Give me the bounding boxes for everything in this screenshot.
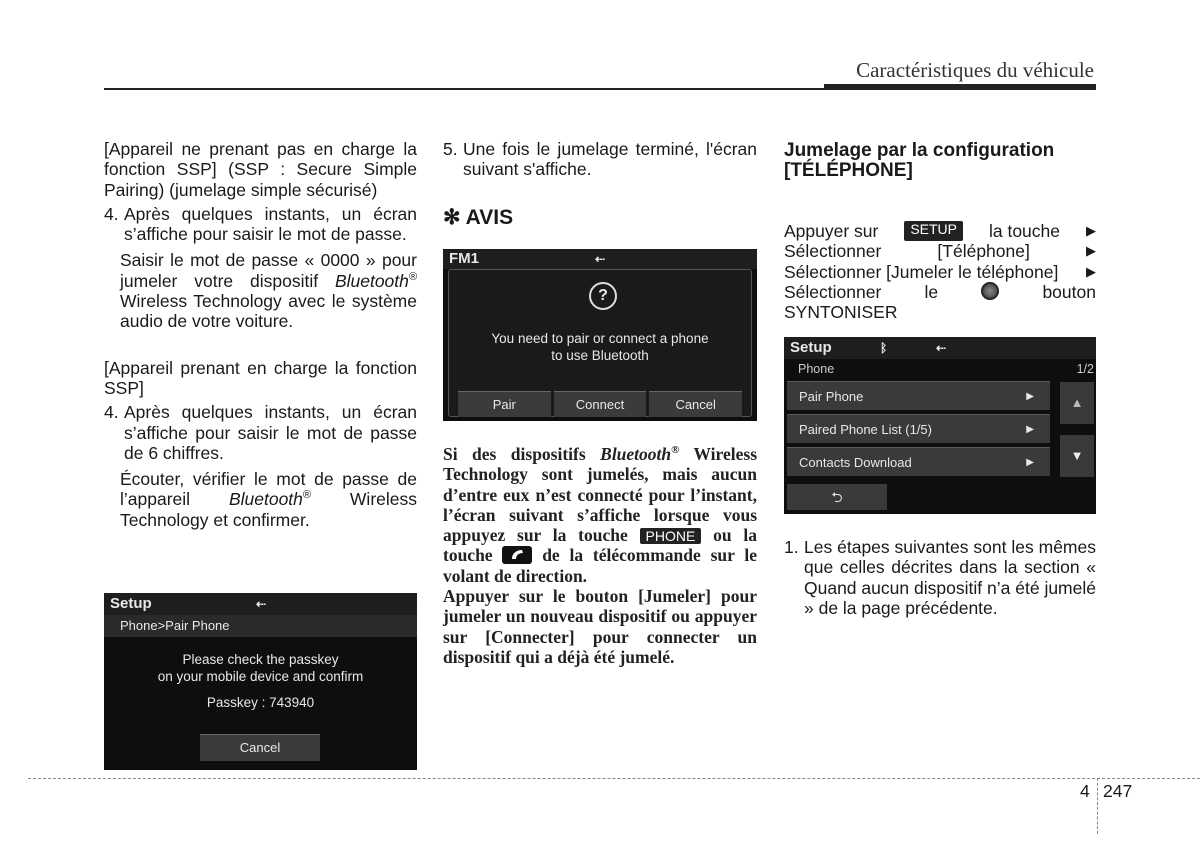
cancel-button[interactable]: Cancel [649,391,742,417]
scroll-up-button[interactable]: ▲ [1060,382,1094,424]
step-text: Après quelques instants, un écran s’affiche pour saisir le mot de passe de 6 chiffres. [124,402,417,463]
notice-paragraph-2: Appuyer sur le bouton [Jumeler] pour jumeler un nouveau dispositif ou appuyer sur [Connecter] pour connecter un dispositif qui a déjà été jumelé. [443,586,757,667]
step-5 [443,139,757,180]
menu-item-contacts-download[interactable]: Contacts Download ▶ [787,447,1050,476]
dialog-buttons [458,391,742,417]
step-1 [784,537,1096,618]
paragraph-no-ssp: [Appareil ne prenant pas en charge la fonction SSP] (SSP : Secure Simple Pairing) (jumelage simple sécurisé) [104,139,417,200]
page-indicator: 1/2 [1076,362,1094,376]
column-3-steps [784,533,1096,618]
procedure-step-setup: Appuyer sur SETUP la touche ▶ [784,221,1096,241]
cancel-button[interactable]: Cancel [200,734,320,761]
bluetooth-icon: ᛒ [880,341,888,355]
step-number: 5. [443,139,458,159]
step-number: 4. [104,203,119,224]
screen-subtitle: Phone 1/2 [784,359,1096,379]
page-number: 247 [1103,781,1133,801]
step-text: Une fois le jumelage terminé, l'écran suivant s'affiche. [463,139,757,180]
procedure-step-phone: Sélectionner [Téléphone] ▶ [784,241,1096,262]
column-3 [784,139,1096,322]
passkey-value: Passkey : 743940 [206,695,315,710]
usb-icon: ⇠ [256,597,267,611]
scroll-down-button[interactable]: ▼ [1060,435,1094,477]
screen-breadcrumb: Phone>Pair Phone [104,615,417,637]
tune-knob-icon [981,282,999,300]
step-4-ssp [104,402,417,463]
footer-rule [28,778,1200,779]
pair-button[interactable]: Pair [458,391,551,417]
column-2 [443,139,757,240]
connect-button[interactable]: Connect [554,391,647,417]
chapter-number: 4 [1080,781,1090,801]
screen-message: Please check the passkey on your mobile device and confirm [157,652,364,684]
screenshot-pair-or-connect [443,249,757,421]
instruction-passkey-0000: Saisir le mot de passe « 0000 » pour jumeler votre dispositif Bluetooth® Wireless Technology avec le système audio de votre voiture. [120,250,417,332]
setup-key: SETUP [904,221,963,241]
phone-key: PHONE [640,528,702,544]
header-rule-accent [824,84,1096,90]
procedure-step-pair: Sélectionner [Jumeler le téléphone] ▶ [784,261,1096,282]
procedure-step-tune-label: SYNTONISER [784,302,898,323]
phone-handset-icon [502,546,532,564]
arrow-right-icon: ▶ [1085,243,1096,259]
screen-title: FM1 ⇠ [443,249,757,269]
notice-heading: ✻ AVIS [443,205,514,229]
section-heading: Jumelage par la configuration [TÉLÉPHONE] [784,140,1055,181]
menu-item-pair-phone[interactable]: Pair Phone ▶ [787,381,1050,410]
column-1 [104,139,417,530]
paragraph-ssp: [Appareil prenant en charge la fonction SSP] [104,357,417,398]
step-text: Les étapes suivantes sont les mêmes que celles décrites dans la section « Quand aucun dispositif n’a été jumelé » de la page précédente. [804,537,1096,618]
notice-paragraph-1: Si des dispositifs Bluetooth® Wireless Technology sont jumelés, mais aucun d’entre eux n’est connecté pour l’instant, l’écran suivant s’affiche lorsque vous appuyez sur la touche PHONE ou la touche de la télécommande sur le volant de direction. [443,444,758,586]
dialog-message: You need to pair or connect a phone to use Bluetooth [491,331,709,363]
dialog-box [448,269,752,417]
step-4-no-ssp [104,204,417,245]
step-number: 1. [784,537,799,557]
step-text: Après quelques instants, un écran s’affiche pour saisir le mot de passe. [124,203,417,245]
arrow-right-icon: ▶ [1086,263,1096,279]
screen-title: Setup ⇠ [104,593,417,615]
instruction-confirm-passkey: Écouter, vérifier le mot de passe de l’appareil Bluetooth® Wireless Technology et confirmer. [120,469,418,530]
back-button[interactable]: ⮌ [787,484,887,510]
notice-text [443,444,757,667]
screen-title: Setup ᛒ ⇠ [784,337,1096,359]
menu-item-paired-list[interactable]: Paired Phone List (1/5) ▶ [787,414,1050,443]
step-number: 4. [104,402,119,423]
footer-divider [1097,778,1098,834]
usb-icon: ⇠ [936,341,947,355]
question-icon: ? [589,282,617,310]
procedure-step-tune: Sélectionner le bouton [784,281,1096,302]
arrow-right-icon: ▶ [1085,223,1096,238]
screenshot-setup-phone [784,337,1096,514]
screenshot-passkey-confirm [104,593,417,770]
usb-icon: ⇠ [595,252,606,266]
page-header-title: Caractéristiques du véhicule [856,58,1094,82]
